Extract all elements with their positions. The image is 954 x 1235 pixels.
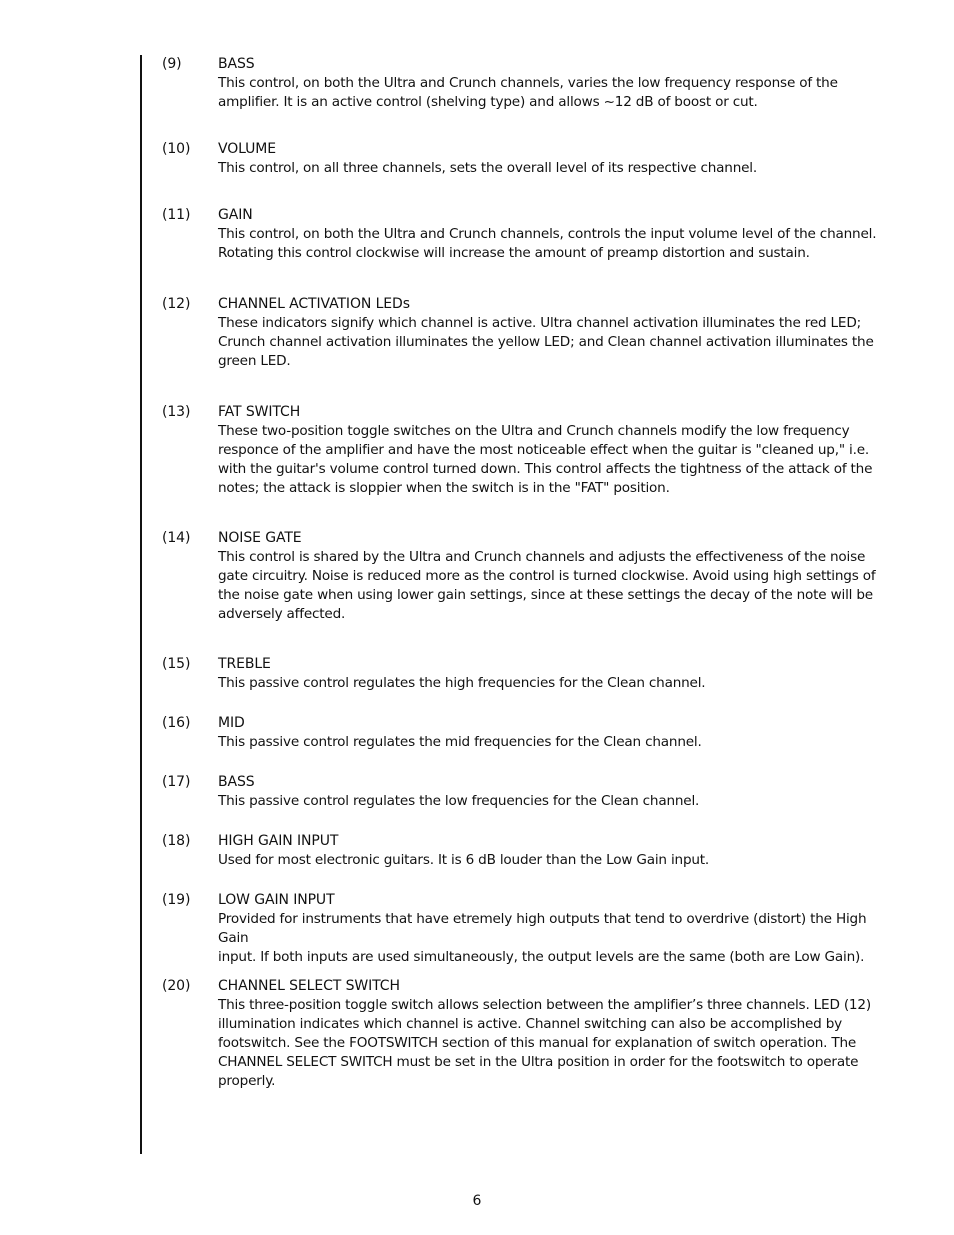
entry-text: This control, on both the Ultra and Crunch channels, varies the low frequency response of the amplifier. It is an active control (shelving type) and allows ~12 dB of boost or cut. — [218, 75, 838, 110]
entry-title: CHANNEL ACTIVATION LEDs — [218, 296, 410, 312]
entry-content — [218, 655, 898, 693]
entry-number: (17) — [162, 774, 191, 790]
entry-number: (16) — [162, 715, 191, 731]
entry-text: This control, on all three channels, sets the overall level of its respective channel. — [218, 160, 757, 176]
entry-number: (19) — [162, 892, 191, 908]
entry-text: This three-position toggle switch allows selection between the amplifier’s three channels. LED (12) illumination indicates which channel is active. Channel switching can also be accomplished by footswitch. See the FOOTSWITCH section of this manual for explanation of switch operation. The CHANNEL SELECT SWITCH must be set in the Ultra position in order for the footswitch to operate properly. — [218, 997, 871, 1089]
entry-text: Used for most electronic guitars. It is 6 dB louder than the Low Gain input. — [218, 852, 710, 868]
entry-title: FAT SWITCH — [218, 404, 301, 420]
entry-content — [218, 55, 898, 112]
entry-content — [218, 403, 898, 498]
entry-content — [218, 140, 898, 178]
entry-title: GAIN — [218, 207, 253, 223]
entry-content — [218, 206, 898, 263]
entry-number: (13) — [162, 404, 191, 420]
entry-title: BASS — [218, 774, 255, 790]
entry-text: This passive control regulates the mid frequencies for the Clean channel. — [218, 734, 702, 750]
entry-number: (20) — [162, 978, 191, 994]
entry-title: MID — [218, 715, 245, 731]
entry-title: TREBLE — [218, 656, 271, 672]
margin-rule — [140, 55, 142, 1154]
entry-text: This control is shared by the Ultra and Crunch channels and adjusts the effectiveness of the noise gate circuitry. Noise is reduced more as the control is turned clockwise. Avoid using high settings of the noise gate when using lower gain settings, since at these settings the decay of the note will be adversely affected. — [218, 549, 876, 622]
entry-number: (15) — [162, 656, 191, 672]
entry-text: This control, on both the Ultra and Crunch channels, controls the input volume level of the channel. Rotating this control clockwise will increase the amount of preamp distortion and sustain. — [218, 226, 877, 261]
entry-content — [218, 529, 898, 624]
entry-text: These indicators signify which channel is active. Ultra channel activation illuminates the red LED; Crunch channel activation illuminates the yellow LED; and Clean channel activation illuminates the green LED. — [218, 315, 874, 369]
entry-content — [218, 891, 898, 967]
entry-content — [218, 773, 898, 811]
entry-content — [218, 832, 898, 870]
entry-number: (18) — [162, 833, 191, 849]
entry-title: NOISE GATE — [218, 530, 302, 546]
entry-title: VOLUME — [218, 141, 277, 157]
entry-title: BASS — [218, 56, 255, 72]
entry-number: (9) — [162, 56, 182, 72]
page-number: 6 — [472, 1193, 482, 1209]
entry-number: (10) — [162, 141, 191, 157]
entry-text: These two-position toggle switches on the Ultra and Crunch channels modify the low frequency responce of the amplifier and have the most noticeable effect when the guitar is "cleaned up," i.e. with the guitar's volume control turned down. This control affects the tightness of the attack of the notes; the attack is sloppier when the switch is in the "FAT" position. — [218, 423, 873, 496]
entry-number: (11) — [162, 207, 191, 223]
entry-content — [218, 714, 898, 752]
entry-title: HIGH GAIN INPUT — [218, 833, 339, 849]
entry-content — [218, 977, 898, 1091]
entry-number: (12) — [162, 296, 191, 312]
entry-number: (14) — [162, 530, 191, 546]
entry-title: LOW GAIN INPUT — [218, 892, 335, 908]
entry-text: Provided for instruments that have etremely high outputs that tend to overdrive (distort) the High Gain input. If both inputs are used simultaneously, the output levels are the same (both are Low Gain). — [218, 911, 867, 965]
entry-content — [218, 295, 898, 371]
entry-title: CHANNEL SELECT SWITCH — [218, 978, 400, 994]
entry-text: This passive control regulates the low frequencies for the Clean channel. — [218, 793, 700, 809]
entry-text: This passive control regulates the high frequencies for the Clean channel. — [218, 675, 706, 691]
